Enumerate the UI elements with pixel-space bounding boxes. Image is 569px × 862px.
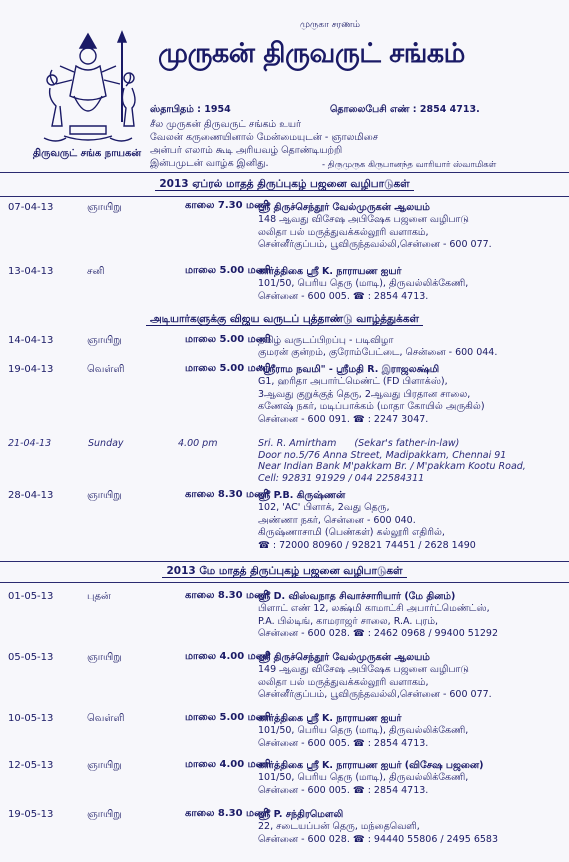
event-venue [258,202,564,252]
venue-line: ஸ்ரீ D. விஸ்வநாத சிவாச்சாரியார் (மே தினம்) [258,591,456,602]
venue-line: சென்னை - 600 005. ☎ : 2854 4713. [258,737,429,749]
event-date: 01-05-13 [8,591,54,602]
event-venue [258,266,564,303]
venue-line: குமரன் குன்றம், குரோம்பேட்டை, சென்னை - 600 044. [258,347,498,359]
venue-line: சென்னை - 600 005. ☎ : 2854 4713. [258,784,429,796]
motto-line: வேலன் கருணையினால் மேன்மையுடன் - ஞாலமிசை [150,132,379,143]
venue-line: சென்னீர்குப்பம், பூவிருந்தவல்லி,சென்னை - 600 077. [258,239,492,251]
venue-line: அண்ணா நகர், சென்னை - 600 040. [258,514,416,526]
special-event-time: 4.00 pm [178,438,218,449]
venue-line: சென்னை - 600 091. ☎ : 2247 3047. [258,413,429,425]
org-phone: தொலைபேசி எண் : 2854 4713. [330,104,480,115]
venue-line: கார்த்திகை ஸ்ரீ K. நாராயண ஐயர் [258,266,402,277]
event-time: மாலை 5.00 மணி [185,363,271,374]
motto-line: சீல முருகன் திருவருட் சங்கம் உயர் [150,119,301,130]
event-time: மாலை 5.00 மணி [185,334,271,345]
event-day: ஞாயிறு [87,335,122,346]
deity-caption: திருவருட் சங்க நாயகன் [32,148,142,159]
venue-line: Near Indian Bank M'pakkam Br. / M'pakkam Kootu Road, [258,461,526,473]
venue-line: 101/50, பெரிய தெரு (மாடி), திருவல்லிக்கேணி, [258,725,469,737]
venue-line: கிருஷ்ணாசாமி (பெண்கள்) கல்லூரி எதிரில், [258,527,445,539]
venue-line: Door no.5/76 Anna Street, Madipakkam, Chennai 91 [258,449,507,461]
event-day: ஞாயிறு [87,652,122,663]
event-date: 28-04-13 [8,490,54,501]
murugan-deity-illustration [34,28,142,146]
event-venue [258,490,564,552]
venue-line: சென்னை - 600 028. ☎ : 2462 0968 / 99400 51292 [258,628,499,640]
venue-line: ☎ : 72000 80960 / 92821 74451 / 2628 1490 [258,539,476,551]
venue-line: 149 ஆவது விசேஷ அபிஷேக பஜனை வழிபாடு [258,664,469,676]
event-day: வெள்ளி [87,713,125,724]
venue-line: லலிதா பல் மருத்துவக்கல்லூரி வளாகம், [258,676,429,688]
event-date: 19-04-13 [8,364,54,375]
event-date: 07-04-13 [8,202,54,213]
venue-line: P.A. பில்டிங், காமராஜர் சாலை, R.A. புரம், [258,615,439,627]
venue-line: தமிழ் வருடப்பிறப்பு - படிவிழா [258,335,394,346]
venue-line: கணேஷ் நகர், மடிப்பாக்கம் (மாதா கோயில் அருகில்) [258,401,485,413]
organization-name: முருகன் திருவருட் சங்கம் [158,38,465,69]
event-time: மாலை 5.00 மணி [185,265,271,276]
venue-line: 148 ஆவது விசேஷ அபிஷேக பஜனை வழிபாடு [258,214,469,226]
section-title-greetings: அடியார்களுக்கு விஜய வருடப் புத்தாண்டு வாழ்த்துக்கள் [0,313,569,326]
event-date: 12-05-13 [8,760,54,771]
venue-line: பிளாட் எண் 12, லக்ஷ்மி காமாட்சி அபார்ட்மெண்ட்ஸ், [258,603,490,615]
founded-year: ஸ்தாபிதம் : 1954 [150,104,231,115]
venue-line: கார்த்திகை ஸ்ரீ K. நாராயண ஐயர் [258,713,402,724]
event-time: மாலை 4.00 மணி [185,651,271,662]
venue-line: ஸ்ரீ திருச்செந்தூர் வேல்முருகன் ஆலயம் [258,202,430,213]
event-time: காலை 7.30 மணி [185,200,269,211]
event-venue [258,335,564,360]
event-date: 10-05-13 [8,713,54,724]
event-venue [258,364,564,426]
event-day: ஞாயிறு [87,202,122,213]
venue-line: கார்த்திகை ஸ்ரீ K. நாராயண ஐயர் (விசேஷ பஜனை) [258,760,484,771]
special-event-date: 21-04-13 [8,438,52,449]
event-time: காலை 8.30 மணி [185,489,269,500]
event-date: 14-04-13 [8,335,54,346]
venue-line: "ஸ்ரீராம நவமி" - ஸ்ரீமதி R. இராஜலக்ஷ்மி [258,364,440,375]
event-date: 19-05-13 [8,809,54,820]
host-relation: (Sekar's father-in-law) [354,438,460,449]
event-day: ஞாயிறு [87,809,122,820]
event-day: ஞாயிறு [87,490,122,501]
event-venue [258,760,564,797]
section-title-may: 2013 மே மாதத் திருப்புகழ் பஜனை வழிபாடுகள் [0,565,569,578]
event-venue [258,809,564,846]
section-divider [0,582,569,583]
venue-line: ஸ்ரீ திருச்செந்தூர் வேல்முருகன் ஆலயம் [258,652,430,663]
venue-line: G1, ஹரிதா அபார்ட்மெண்ட் (FD பிளாக்ஸ்), [258,376,448,388]
section-title-april: 2013 ஏப்ரல் மாதத் திருப்புகழ் பஜனை வழிபாடுகள் [0,178,569,191]
event-date: 13-04-13 [8,266,54,277]
event-time: மாலை 5.00 மணி [185,712,271,723]
special-event-venue [258,438,564,484]
event-venue [258,591,564,641]
event-time: காலை 8.30 மணி [185,590,269,601]
venue-line: 102, 'AC' பிளாக், 2வது தெரு, [258,502,390,514]
event-day: ஞாயிறு [87,760,122,771]
special-event-day: Sunday [88,438,124,449]
venue-line: ஸ்ரீ P. சந்திரமௌலி [258,809,344,820]
event-day: வெள்ளி [87,364,125,375]
venue-line: 101/50, பெரிய தெரு (மாடி), திருவல்லிக்கேணி, [258,278,469,290]
event-time: காலை 8.30 மணி [185,808,269,819]
motto-line: இன்பமுடன் வாழ்க இனிது. [150,158,269,169]
motto-line: அன்பர் எலாம் கூடி அரியவழ் தொண்டியற்றி [150,145,343,156]
venue-line: 101/50, பெரிய தெரு (மாடி), திருவல்லிக்கேணி, [258,772,469,784]
event-time: மாலை 4.00 மணி [185,759,271,770]
venue-line: சென்னீர்குப்பம், பூவிருந்தவல்லி,சென்னை - 600 077. [258,689,492,701]
event-day: சனி [87,266,105,277]
signature-attribution: - திருமுருக கிருபானந்த வாரியார் ஸ்வாமிகள் [322,160,497,170]
event-venue [258,652,564,702]
invocation-text: முருகா சரணம் [300,20,360,30]
venue-line: ஸ்ரீ P.B. கிருஷ்ணன் [258,490,346,501]
host-name: Sri. R. Amirtham [258,438,337,449]
venue-line: லலிதா பல் மருத்துவக்கல்லூரி வளாகம், [258,226,429,238]
event-date: 05-05-13 [8,652,54,663]
venue-line: Cell: 92831 91929 / 044 22584311 [258,472,425,484]
event-day: புதன் [87,591,111,602]
venue-line: சென்னை - 600 028. ☎ : 94440 55806 / 2495 6583 [258,833,499,845]
section-divider [0,196,569,197]
venue-line: 22, சடையப்பன் தெரு, மந்தைவெளி, [258,821,420,833]
event-venue [258,713,564,750]
header-divider [0,172,569,173]
venue-line: 3ஆவது குறுக்குத் தெரு, 2ஆவது பிரதான சாலை, [258,388,471,400]
section-divider [0,561,569,562]
venue-line: சென்னை - 600 005. ☎ : 2854 4713. [258,290,429,302]
